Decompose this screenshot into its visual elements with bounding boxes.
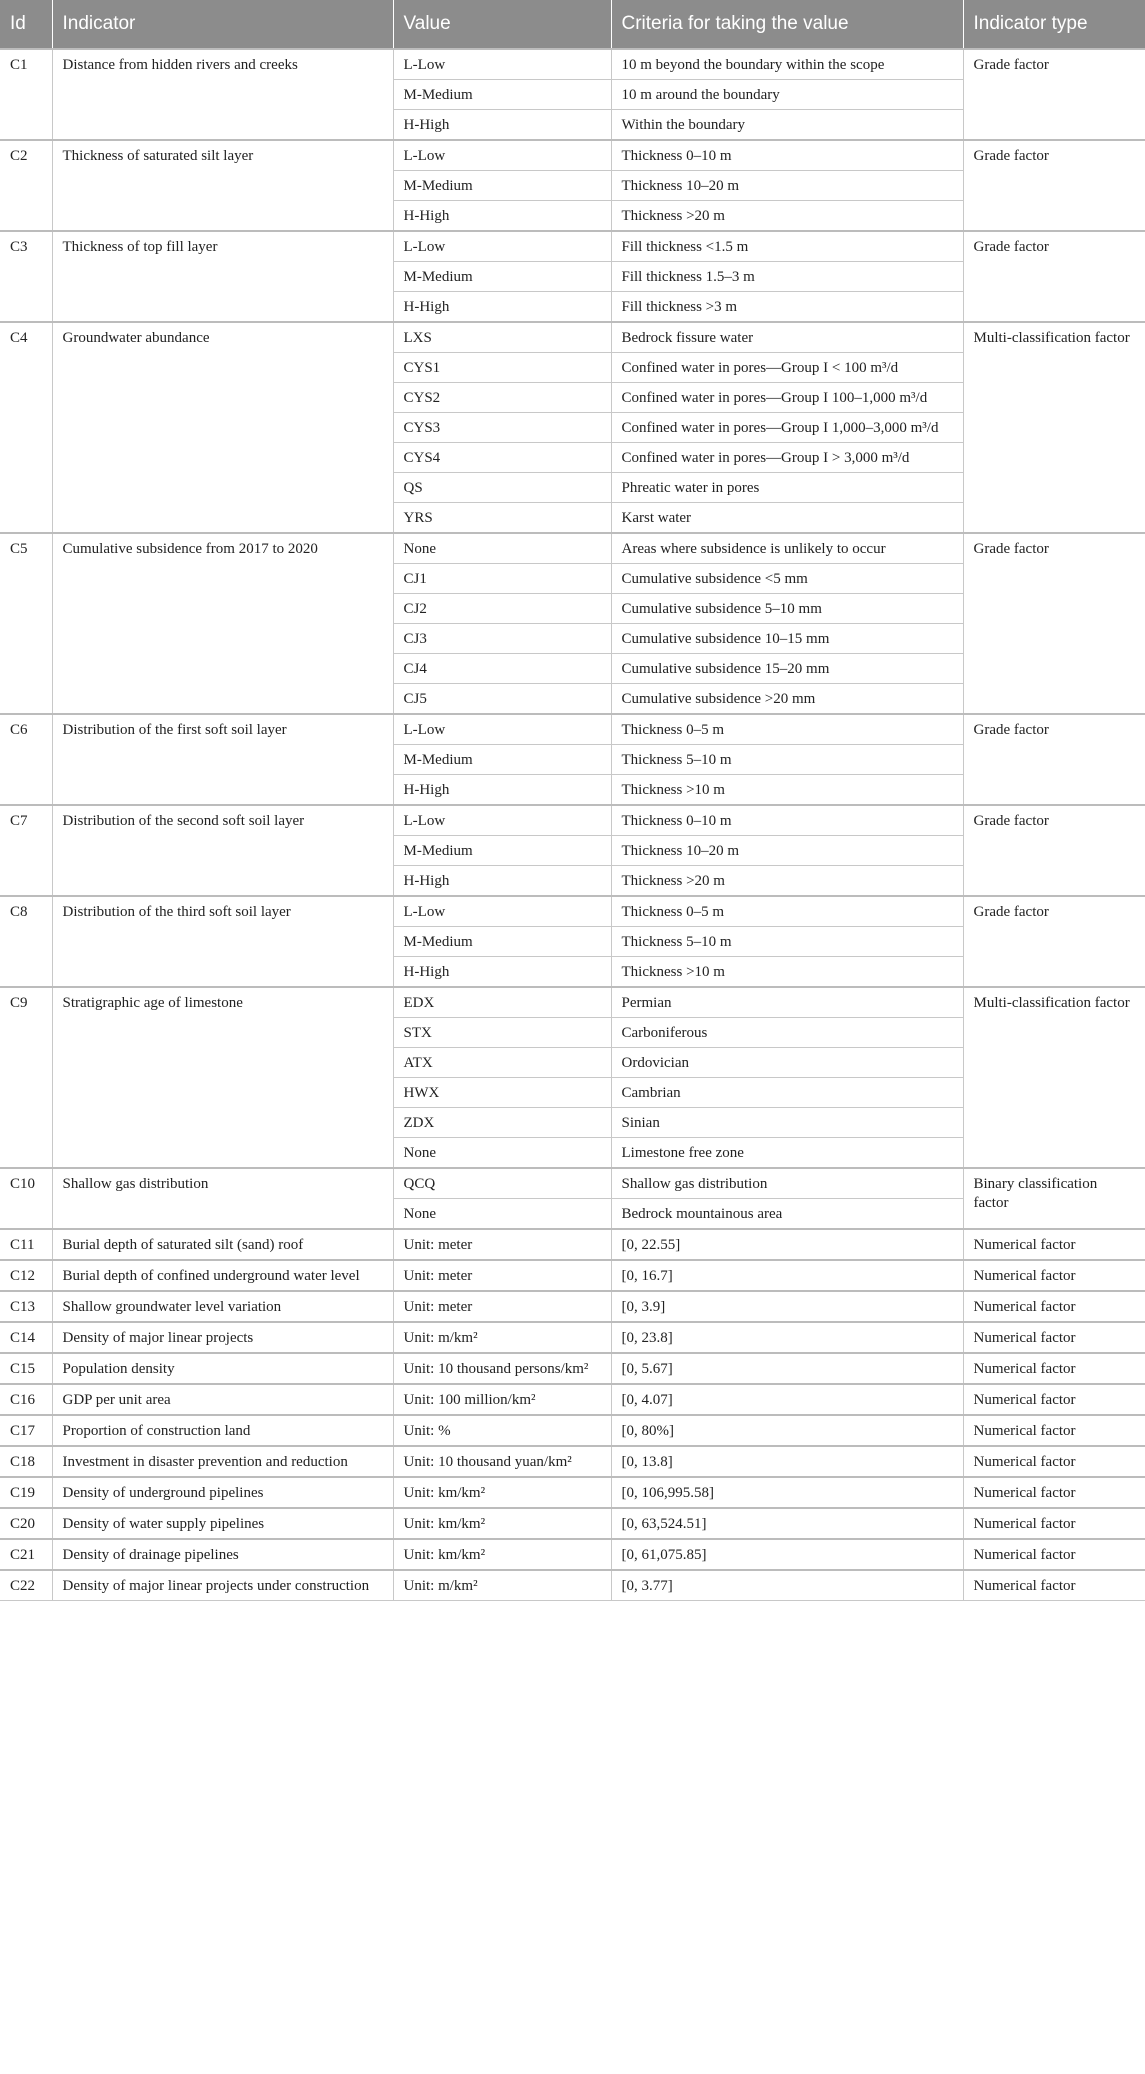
indicator-value: Unit: meter (393, 1260, 611, 1291)
indicator-name: Cumulative subsidence from 2017 to 2020 (52, 533, 393, 714)
indicator-value: CYS1 (393, 353, 611, 383)
value-criteria: Cumulative subsidence <5 mm (611, 564, 963, 594)
indicator-value: H-High (393, 292, 611, 323)
indicator-id: C14 (0, 1322, 52, 1353)
value-criteria: 10 m beyond the boundary within the scope (611, 49, 963, 80)
table-row (0, 805, 1145, 836)
indicator-name: Distribution of the third soft soil layer (52, 896, 393, 987)
indicator-name: Density of major linear projects (52, 1322, 393, 1353)
indicator-type: Grade factor (963, 714, 1145, 805)
value-criteria: Thickness 0–5 m (611, 714, 963, 745)
value-criteria: Cambrian (611, 1078, 963, 1108)
indicator-type: Grade factor (963, 140, 1145, 231)
indicator-name: Investment in disaster prevention and reduction (52, 1446, 393, 1477)
indicator-id: C17 (0, 1415, 52, 1446)
indicator-id: C9 (0, 987, 52, 1168)
indicator-type: Multi-classification factor (963, 322, 1145, 533)
indicator-value: H-High (393, 201, 611, 232)
indicator-id: C4 (0, 322, 52, 533)
indicator-value: Unit: meter (393, 1229, 611, 1260)
table-body (0, 49, 1145, 1601)
indicator-type: Numerical factor (963, 1539, 1145, 1570)
indicator-value: L-Low (393, 805, 611, 836)
header-indicator-type: Indicator type (963, 0, 1145, 49)
table-row (0, 231, 1145, 262)
table-row (0, 1291, 1145, 1322)
indicator-id: C20 (0, 1508, 52, 1539)
value-criteria: Thickness 10–20 m (611, 171, 963, 201)
indicator-name: Groundwater abundance (52, 322, 393, 533)
indicator-id: C7 (0, 805, 52, 896)
indicator-value: CJ3 (393, 624, 611, 654)
indicator-value: Unit: % (393, 1415, 611, 1446)
value-criteria: Confined water in pores—Group I > 3,000 m³/d (611, 443, 963, 473)
indicator-name: GDP per unit area (52, 1384, 393, 1415)
table-row (0, 1415, 1145, 1446)
value-criteria: Thickness >20 m (611, 201, 963, 232)
indicator-name: Shallow gas distribution (52, 1168, 393, 1229)
indicator-id: C18 (0, 1446, 52, 1477)
value-criteria: Confined water in pores—Group I 100–1,000 m³/d (611, 383, 963, 413)
value-criteria: Thickness 5–10 m (611, 745, 963, 775)
indicator-value: Unit: 10 thousand persons/km² (393, 1353, 611, 1384)
indicator-value: STX (393, 1018, 611, 1048)
value-criteria: Bedrock mountainous area (611, 1199, 963, 1230)
indicator-value: H-High (393, 110, 611, 141)
indicator-name: Thickness of top fill layer (52, 231, 393, 322)
indicator-value: H-High (393, 866, 611, 897)
table-row (0, 1384, 1145, 1415)
indicator-name: Density of major linear projects under construction (52, 1570, 393, 1601)
value-criteria: Cumulative subsidence 10–15 mm (611, 624, 963, 654)
indicator-value: L-Low (393, 714, 611, 745)
table-row (0, 1229, 1145, 1260)
indicator-id: C13 (0, 1291, 52, 1322)
value-criteria: Thickness 0–10 m (611, 140, 963, 171)
table-row (0, 1477, 1145, 1508)
indicator-name: Proportion of construction land (52, 1415, 393, 1446)
table-row (0, 987, 1145, 1018)
indicator-value: HWX (393, 1078, 611, 1108)
table-row (0, 896, 1145, 927)
value-criteria: [0, 61,075.85] (611, 1539, 963, 1570)
value-criteria: Cumulative subsidence >20 mm (611, 684, 963, 715)
indicator-type: Numerical factor (963, 1260, 1145, 1291)
indicator-value: M-Medium (393, 262, 611, 292)
indicator-value: Unit: km/km² (393, 1508, 611, 1539)
indicator-type: Numerical factor (963, 1477, 1145, 1508)
indicator-id: C19 (0, 1477, 52, 1508)
indicator-name: Burial depth of confined underground water level (52, 1260, 393, 1291)
indicator-value: CJ1 (393, 564, 611, 594)
indicator-id: C12 (0, 1260, 52, 1291)
value-criteria: [0, 23.8] (611, 1322, 963, 1353)
value-criteria: Confined water in pores—Group I 1,000–3,000 m³/d (611, 413, 963, 443)
indicator-id: C1 (0, 49, 52, 140)
indicator-type: Grade factor (963, 805, 1145, 896)
value-criteria: Sinian (611, 1108, 963, 1138)
value-criteria: Thickness >20 m (611, 866, 963, 897)
indicator-value: QCQ (393, 1168, 611, 1199)
indicator-name: Burial depth of saturated silt (sand) roof (52, 1229, 393, 1260)
indicator-value: CYS3 (393, 413, 611, 443)
indicator-value: QS (393, 473, 611, 503)
indicator-value: H-High (393, 775, 611, 806)
indicator-type: Numerical factor (963, 1291, 1145, 1322)
indicator-value: CYS4 (393, 443, 611, 473)
indicator-type: Numerical factor (963, 1353, 1145, 1384)
value-criteria: [0, 3.9] (611, 1291, 963, 1322)
value-criteria: Thickness 5–10 m (611, 927, 963, 957)
table-row (0, 1168, 1145, 1199)
indicator-value: M-Medium (393, 927, 611, 957)
value-criteria: Thickness 0–5 m (611, 896, 963, 927)
indicator-id: C16 (0, 1384, 52, 1415)
table-row (0, 1570, 1145, 1601)
indicator-name: Population density (52, 1353, 393, 1384)
indicator-type: Numerical factor (963, 1229, 1145, 1260)
value-criteria: Bedrock fissure water (611, 322, 963, 353)
indicator-value: CYS2 (393, 383, 611, 413)
indicator-value: None (393, 533, 611, 564)
indicator-value: None (393, 1138, 611, 1169)
indicator-name: Distribution of the first soft soil layer (52, 714, 393, 805)
indicator-type: Numerical factor (963, 1384, 1145, 1415)
indicator-type: Numerical factor (963, 1322, 1145, 1353)
indicator-value: CJ4 (393, 654, 611, 684)
table-row (0, 714, 1145, 745)
indicator-value: Unit: meter (393, 1291, 611, 1322)
indicator-type: Grade factor (963, 533, 1145, 714)
value-criteria: 10 m around the boundary (611, 80, 963, 110)
value-criteria: [0, 3.77] (611, 1570, 963, 1601)
indicator-value: ATX (393, 1048, 611, 1078)
indicator-type: Grade factor (963, 896, 1145, 987)
indicator-value: LXS (393, 322, 611, 353)
indicator-value: L-Low (393, 896, 611, 927)
indicator-name: Density of water supply pipelines (52, 1508, 393, 1539)
value-criteria: [0, 80%] (611, 1415, 963, 1446)
indicator-name: Stratigraphic age of limestone (52, 987, 393, 1168)
table-row (0, 1508, 1145, 1539)
table-row (0, 533, 1145, 564)
indicator-value: Unit: 10 thousand yuan/km² (393, 1446, 611, 1477)
table-row (0, 1322, 1145, 1353)
header-id: Id (0, 0, 52, 49)
value-criteria: Fill thickness <1.5 m (611, 231, 963, 262)
indicator-id: C10 (0, 1168, 52, 1229)
value-criteria: Cumulative subsidence 15–20 mm (611, 654, 963, 684)
value-criteria: [0, 22.55] (611, 1229, 963, 1260)
table-row (0, 1446, 1145, 1477)
indicator-id: C22 (0, 1570, 52, 1601)
indicator-value: CJ2 (393, 594, 611, 624)
indicator-value: L-Low (393, 231, 611, 262)
value-criteria: Karst water (611, 503, 963, 534)
indicator-value: ZDX (393, 1108, 611, 1138)
table-row (0, 1353, 1145, 1384)
value-criteria: Limestone free zone (611, 1138, 963, 1169)
header-indicator: Indicator (52, 0, 393, 49)
value-criteria: Shallow gas distribution (611, 1168, 963, 1199)
value-criteria: Ordovician (611, 1048, 963, 1078)
value-criteria: Permian (611, 987, 963, 1018)
indicator-value: M-Medium (393, 745, 611, 775)
indicator-id: C15 (0, 1353, 52, 1384)
indicator-value: Unit: km/km² (393, 1477, 611, 1508)
value-criteria: [0, 4.07] (611, 1384, 963, 1415)
indicator-value: M-Medium (393, 836, 611, 866)
table-row (0, 49, 1145, 80)
indicator-type: Multi-classification factor (963, 987, 1145, 1168)
indicator-value: L-Low (393, 140, 611, 171)
indicator-value: Unit: km/km² (393, 1539, 611, 1570)
value-criteria: Thickness >10 m (611, 957, 963, 988)
indicator-id: C11 (0, 1229, 52, 1260)
indicator-name: Thickness of saturated silt layer (52, 140, 393, 231)
indicator-name: Shallow groundwater level variation (52, 1291, 393, 1322)
value-criteria: [0, 16.7] (611, 1260, 963, 1291)
value-criteria: Areas where subsidence is unlikely to occur (611, 533, 963, 564)
value-criteria: Carboniferous (611, 1018, 963, 1048)
indicator-id: C21 (0, 1539, 52, 1570)
indicator-value: L-Low (393, 49, 611, 80)
indicator-name: Distribution of the second soft soil layer (52, 805, 393, 896)
indicator-value: Unit: 100 million/km² (393, 1384, 611, 1415)
indicator-type: Numerical factor (963, 1415, 1145, 1446)
indicator-id: C2 (0, 140, 52, 231)
table-row (0, 140, 1145, 171)
indicator-value: Unit: m/km² (393, 1570, 611, 1601)
value-criteria: Thickness >10 m (611, 775, 963, 806)
indicator-id: C5 (0, 533, 52, 714)
indicator-type: Numerical factor (963, 1446, 1145, 1477)
table-header-row (0, 0, 1145, 49)
indicator-value: H-High (393, 957, 611, 988)
value-criteria: Fill thickness 1.5–3 m (611, 262, 963, 292)
value-criteria: Confined water in pores—Group I < 100 m³/d (611, 353, 963, 383)
indicator-value: None (393, 1199, 611, 1230)
indicator-id: C6 (0, 714, 52, 805)
indicator-type: Numerical factor (963, 1508, 1145, 1539)
indicator-type: Numerical factor (963, 1570, 1145, 1601)
indicator-id: C3 (0, 231, 52, 322)
indicator-type: Grade factor (963, 49, 1145, 140)
indicator-name: Density of underground pipelines (52, 1477, 393, 1508)
value-criteria: Cumulative subsidence 5–10 mm (611, 594, 963, 624)
value-criteria: [0, 63,524.51] (611, 1508, 963, 1539)
value-criteria: Phreatic water in pores (611, 473, 963, 503)
indicator-name: Distance from hidden rivers and creeks (52, 49, 393, 140)
value-criteria: [0, 106,995.58] (611, 1477, 963, 1508)
indicator-value: Unit: m/km² (393, 1322, 611, 1353)
indicator-value: M-Medium (393, 80, 611, 110)
indicator-value: EDX (393, 987, 611, 1018)
indicator-type: Binary classification factor (963, 1168, 1145, 1229)
value-criteria: [0, 13.8] (611, 1446, 963, 1477)
indicator-value: M-Medium (393, 171, 611, 201)
header-value: Value (393, 0, 611, 49)
value-criteria: Thickness 0–10 m (611, 805, 963, 836)
indicator-name: Density of drainage pipelines (52, 1539, 393, 1570)
indicator-type: Grade factor (963, 231, 1145, 322)
header-criteria: Criteria for taking the value (611, 0, 963, 49)
value-criteria: Fill thickness >3 m (611, 292, 963, 323)
indicator-value: CJ5 (393, 684, 611, 715)
indicator-value: YRS (393, 503, 611, 534)
table-row (0, 1539, 1145, 1570)
indicator-id: C8 (0, 896, 52, 987)
value-criteria: [0, 5.67] (611, 1353, 963, 1384)
value-criteria: Within the boundary (611, 110, 963, 141)
table-row (0, 1260, 1145, 1291)
value-criteria: Thickness 10–20 m (611, 836, 963, 866)
table-row (0, 322, 1145, 353)
